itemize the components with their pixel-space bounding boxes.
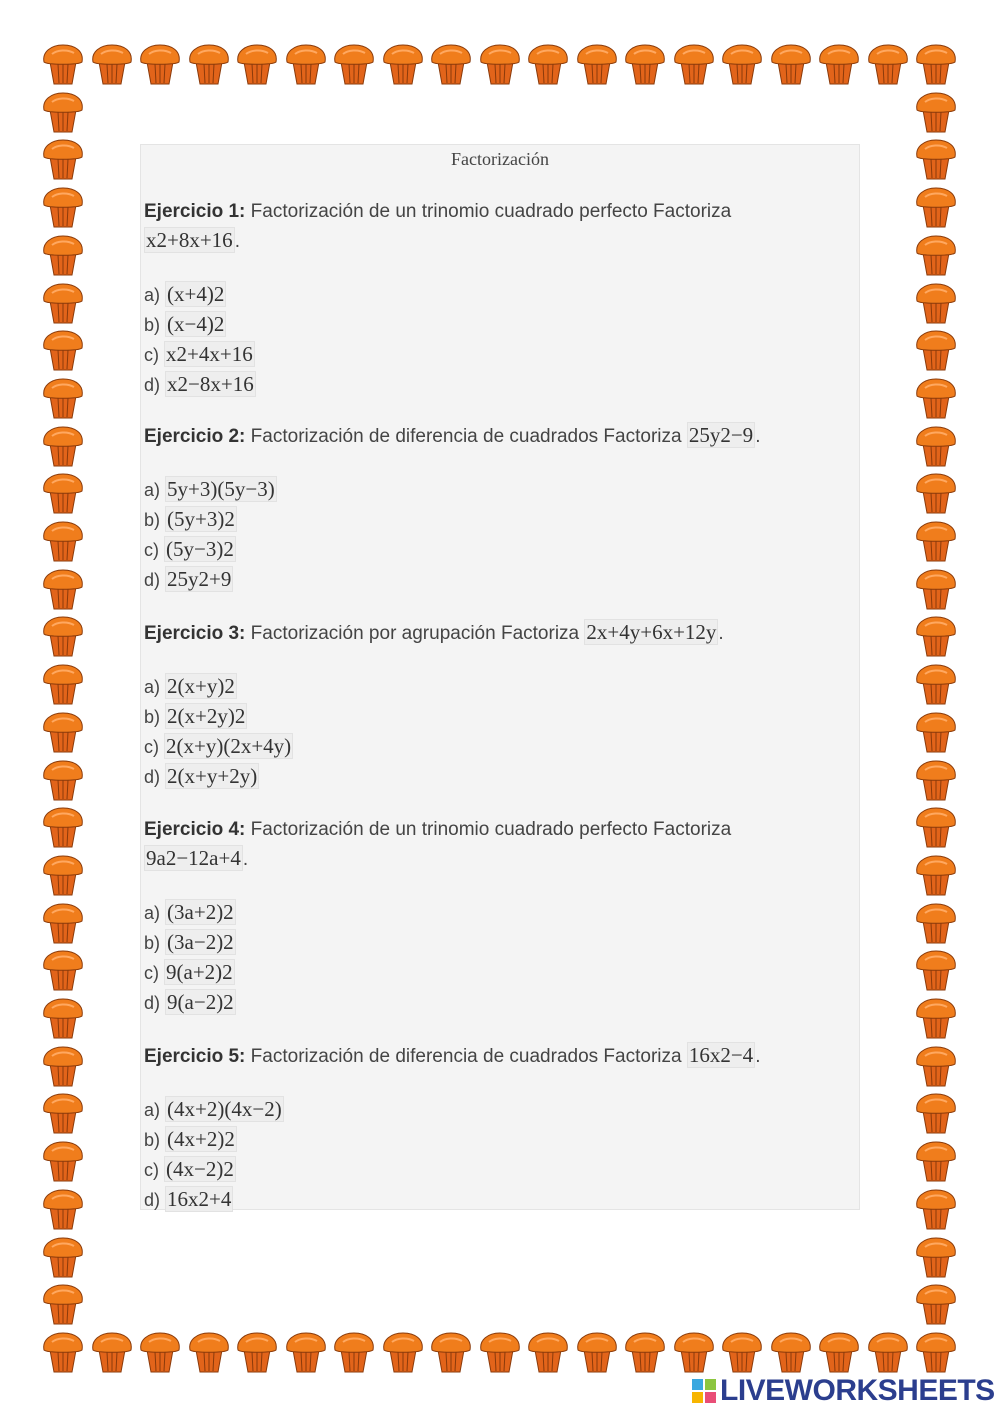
muffin-icon <box>914 567 958 611</box>
muffin-icon <box>41 233 85 277</box>
muffin-icon <box>623 42 667 86</box>
exercise-text: Factorización de un trinomio cuadrado perfecto Factoriza <box>245 201 732 222</box>
option-a[interactable] <box>144 672 844 702</box>
muffin-icon <box>914 996 958 1040</box>
option-expression: (5y+3)2 <box>167 507 235 531</box>
muffin-icon <box>914 1139 958 1183</box>
math-expression: x2+8x+16 <box>146 228 233 252</box>
muffin-icon <box>138 1330 182 1374</box>
option-letter: d) <box>144 375 161 395</box>
option-expression: (4x+2)(4x−2) <box>167 1097 282 1121</box>
muffin-icon <box>914 1330 958 1374</box>
option-a[interactable] <box>144 475 844 505</box>
muffin-icon <box>41 948 85 992</box>
muffin-icon <box>914 805 958 849</box>
math-expression: 2x+4y+6x+12y <box>586 620 717 644</box>
option-letter: b) <box>144 1130 161 1150</box>
math-expression: 9a2−12a+4 <box>146 846 241 870</box>
option-letter: a) <box>144 285 161 305</box>
muffin-icon <box>914 1187 958 1231</box>
option-expression: (5y−3)2 <box>166 537 234 561</box>
option-letter: b) <box>144 510 161 530</box>
muffin-icon <box>769 1330 813 1374</box>
page-title: Factorización <box>451 149 549 169</box>
muffin-icon <box>41 376 85 420</box>
muffin-icon <box>41 996 85 1040</box>
option-c[interactable] <box>144 340 844 370</box>
exercise-question: Ejercicio 4: Factorización de un trinomio cuadrado perfecto Factoriza 9a2−12a+4 . <box>144 819 732 870</box>
option-d[interactable] <box>144 565 844 595</box>
option-letter: c) <box>144 737 159 757</box>
muffin-icon <box>332 42 376 86</box>
option-b[interactable] <box>144 928 844 958</box>
muffin-icon <box>672 42 716 86</box>
muffin-icon <box>575 1330 619 1374</box>
option-letter: a) <box>144 1100 161 1120</box>
muffin-icon <box>817 42 861 86</box>
exercise-label: Ejercicio 2: <box>144 426 246 447</box>
option-a[interactable] <box>144 898 844 928</box>
option-letter: b) <box>144 933 161 953</box>
muffin-icon <box>914 90 958 134</box>
option-expression: 25y2+9 <box>167 567 232 591</box>
muffin-icon <box>914 710 958 754</box>
muffin-icon <box>914 424 958 468</box>
muffin-icon <box>41 1091 85 1135</box>
worksheet-panel <box>140 144 860 1210</box>
exercise-label: Ejercicio 3: <box>144 623 246 644</box>
exercise-5 <box>144 1041 844 1215</box>
muffin-icon <box>914 471 958 515</box>
option-a[interactable] <box>144 280 844 310</box>
muffin-icon <box>914 376 958 420</box>
exercise-4 <box>144 815 844 1018</box>
muffin-icon <box>41 1139 85 1183</box>
option-d[interactable] <box>144 762 844 792</box>
muffin-icon <box>720 1330 764 1374</box>
exercise-label: Ejercicio 4: <box>144 819 246 840</box>
muffin-icon <box>41 424 85 468</box>
exercise-question: Ejercicio 1: Factorización de un trinomio cuadrado perfecto Factoriza x2+8x+16 . <box>144 201 732 252</box>
muffin-icon <box>478 1330 522 1374</box>
option-d[interactable] <box>144 988 844 1018</box>
option-expression: (4x+2)2 <box>167 1127 235 1151</box>
muffin-icon <box>41 471 85 515</box>
muffin-icon <box>41 1187 85 1231</box>
exercise-3 <box>144 618 844 792</box>
exercise-question: Ejercicio 3: Factorización por agrupación Factoriza 2x+4y+6x+12y . <box>144 620 724 644</box>
muffin-icon <box>284 42 328 86</box>
option-letter: b) <box>144 315 161 335</box>
muffin-icon <box>235 42 279 86</box>
option-letter: a) <box>144 903 161 923</box>
muffin-icon <box>914 901 958 945</box>
muffin-icon <box>817 1330 861 1374</box>
math-expression: 25y2−9 <box>688 423 754 447</box>
option-letter: d) <box>144 993 161 1013</box>
muffin-icon <box>866 1330 910 1374</box>
muffin-icon <box>41 614 85 658</box>
option-expression: (x−4)2 <box>167 312 225 336</box>
option-b[interactable] <box>144 505 844 535</box>
exercise-question: Ejercicio 5: Factorización de diferencia de cuadrados Factoriza 16x2−4 . <box>144 1043 761 1067</box>
muffin-icon <box>41 1282 85 1326</box>
option-letter: d) <box>144 767 161 787</box>
muffin-icon <box>41 853 85 897</box>
muffin-icon <box>187 42 231 86</box>
muffin-icon <box>90 1330 134 1374</box>
muffin-icon <box>526 1330 570 1374</box>
exercise-text: Factorización de un trinomio cuadrado perfecto Factoriza <box>245 819 732 840</box>
options-list <box>144 898 844 1018</box>
muffin-icon <box>866 42 910 86</box>
muffin-icon <box>429 1330 473 1374</box>
option-d[interactable] <box>144 370 844 400</box>
muffin-icon <box>914 233 958 277</box>
muffin-icon <box>526 42 570 86</box>
option-letter: c) <box>144 540 159 560</box>
option-expression: (4x−2)2 <box>166 1157 234 1181</box>
muffin-icon <box>914 614 958 658</box>
option-letter: a) <box>144 677 161 697</box>
options-list <box>144 280 844 400</box>
muffin-icon <box>914 281 958 325</box>
muffin-icon <box>41 90 85 134</box>
muffin-icon <box>914 137 958 181</box>
exercise-label: Ejercicio 5: <box>144 1046 246 1067</box>
logo-text: LIVEWORKSHEETS <box>720 1374 995 1407</box>
muffin-icon <box>41 185 85 229</box>
muffin-icon <box>381 1330 425 1374</box>
muffin-icon <box>914 1282 958 1326</box>
muffin-icon <box>41 328 85 372</box>
exercise-text: Factorización de diferencia de cuadrados Factoriza <box>245 1046 687 1067</box>
muffin-icon <box>41 662 85 706</box>
liveworksheets-logo[interactable] <box>692 1376 995 1406</box>
muffin-icon <box>429 42 473 86</box>
muffin-icon <box>381 42 425 86</box>
muffin-icon <box>914 42 958 86</box>
option-d[interactable] <box>144 1185 844 1215</box>
option-expression: 2(x+y)2 <box>167 674 235 698</box>
muffin-icon <box>914 1091 958 1135</box>
muffin-icon <box>138 42 182 86</box>
option-b[interactable] <box>144 1125 844 1155</box>
option-expression: 5y+3)(5y−3) <box>167 477 275 501</box>
muffin-icon <box>769 42 813 86</box>
option-expression: 9(a+2)2 <box>166 960 233 984</box>
option-letter: b) <box>144 707 161 727</box>
option-letter: c) <box>144 345 159 365</box>
muffin-icon <box>41 567 85 611</box>
muffin-icon <box>187 1330 231 1374</box>
muffin-icon <box>332 1330 376 1374</box>
option-letter: c) <box>144 1160 159 1180</box>
option-letter: d) <box>144 570 161 590</box>
exercise-text: Factorización por agrupación Factoriza <box>245 623 585 644</box>
option-c[interactable] <box>144 958 844 988</box>
muffin-icon <box>41 137 85 181</box>
option-expression: 2(x+2y)2 <box>167 704 246 728</box>
muffin-icon <box>672 1330 716 1374</box>
muffin-icon <box>720 42 764 86</box>
options-list <box>144 475 844 595</box>
muffin-icon <box>914 662 958 706</box>
options-list <box>144 672 844 792</box>
option-expression: 16x2+4 <box>167 1187 232 1211</box>
option-letter: c) <box>144 963 159 983</box>
option-expression: (3a−2)2 <box>167 930 234 954</box>
muffin-icon <box>41 519 85 563</box>
math-expression: 16x2−4 <box>688 1043 754 1067</box>
muffin-icon <box>914 1235 958 1279</box>
exercise-label: Ejercicio 1: <box>144 201 246 222</box>
option-expression: 9(a−2)2 <box>167 990 234 1014</box>
muffin-icon <box>41 805 85 849</box>
muffin-icon <box>914 519 958 563</box>
muffin-icon <box>914 185 958 229</box>
muffin-icon <box>914 948 958 992</box>
muffin-icon <box>478 42 522 86</box>
options-list <box>144 1095 844 1215</box>
muffin-icon <box>41 710 85 754</box>
option-expression: 2(x+y+2y) <box>167 764 258 788</box>
option-c[interactable] <box>144 1155 844 1185</box>
muffin-icon <box>41 758 85 802</box>
muffin-icon <box>914 1044 958 1088</box>
exercise-1 <box>144 197 844 400</box>
option-c[interactable] <box>144 535 844 565</box>
muffin-icon <box>914 758 958 802</box>
muffin-icon <box>41 1044 85 1088</box>
exercise-question: Ejercicio 2: Factorización de diferencia de cuadrados Factoriza 25y2−9 . <box>144 423 761 447</box>
muffin-icon <box>284 1330 328 1374</box>
muffin-icon <box>41 281 85 325</box>
exercise-2 <box>144 421 844 595</box>
muffin-icon <box>41 42 85 86</box>
option-expression: x2−8x+16 <box>167 372 254 396</box>
option-b[interactable] <box>144 310 844 340</box>
exercise-text: Factorización de diferencia de cuadrados Factoriza <box>245 426 687 447</box>
muffin-icon <box>90 42 134 86</box>
muffin-icon <box>235 1330 279 1374</box>
option-expression: (3a+2)2 <box>167 900 234 924</box>
option-letter: a) <box>144 480 161 500</box>
option-expression: x2+4x+16 <box>166 342 253 366</box>
muffin-icon <box>575 42 619 86</box>
muffin-icon <box>914 853 958 897</box>
option-expression: 2(x+y)(2x+4y) <box>166 734 292 758</box>
muffin-icon <box>623 1330 667 1374</box>
muffin-icon <box>41 901 85 945</box>
muffin-icon <box>41 1330 85 1374</box>
logo-icon <box>692 1379 716 1403</box>
option-a[interactable] <box>144 1095 844 1125</box>
muffin-icon <box>41 1235 85 1279</box>
muffin-icon <box>914 328 958 372</box>
option-b[interactable] <box>144 702 844 732</box>
option-expression: (x+4)2 <box>167 282 225 306</box>
option-letter: d) <box>144 1190 161 1210</box>
option-c[interactable] <box>144 732 844 762</box>
